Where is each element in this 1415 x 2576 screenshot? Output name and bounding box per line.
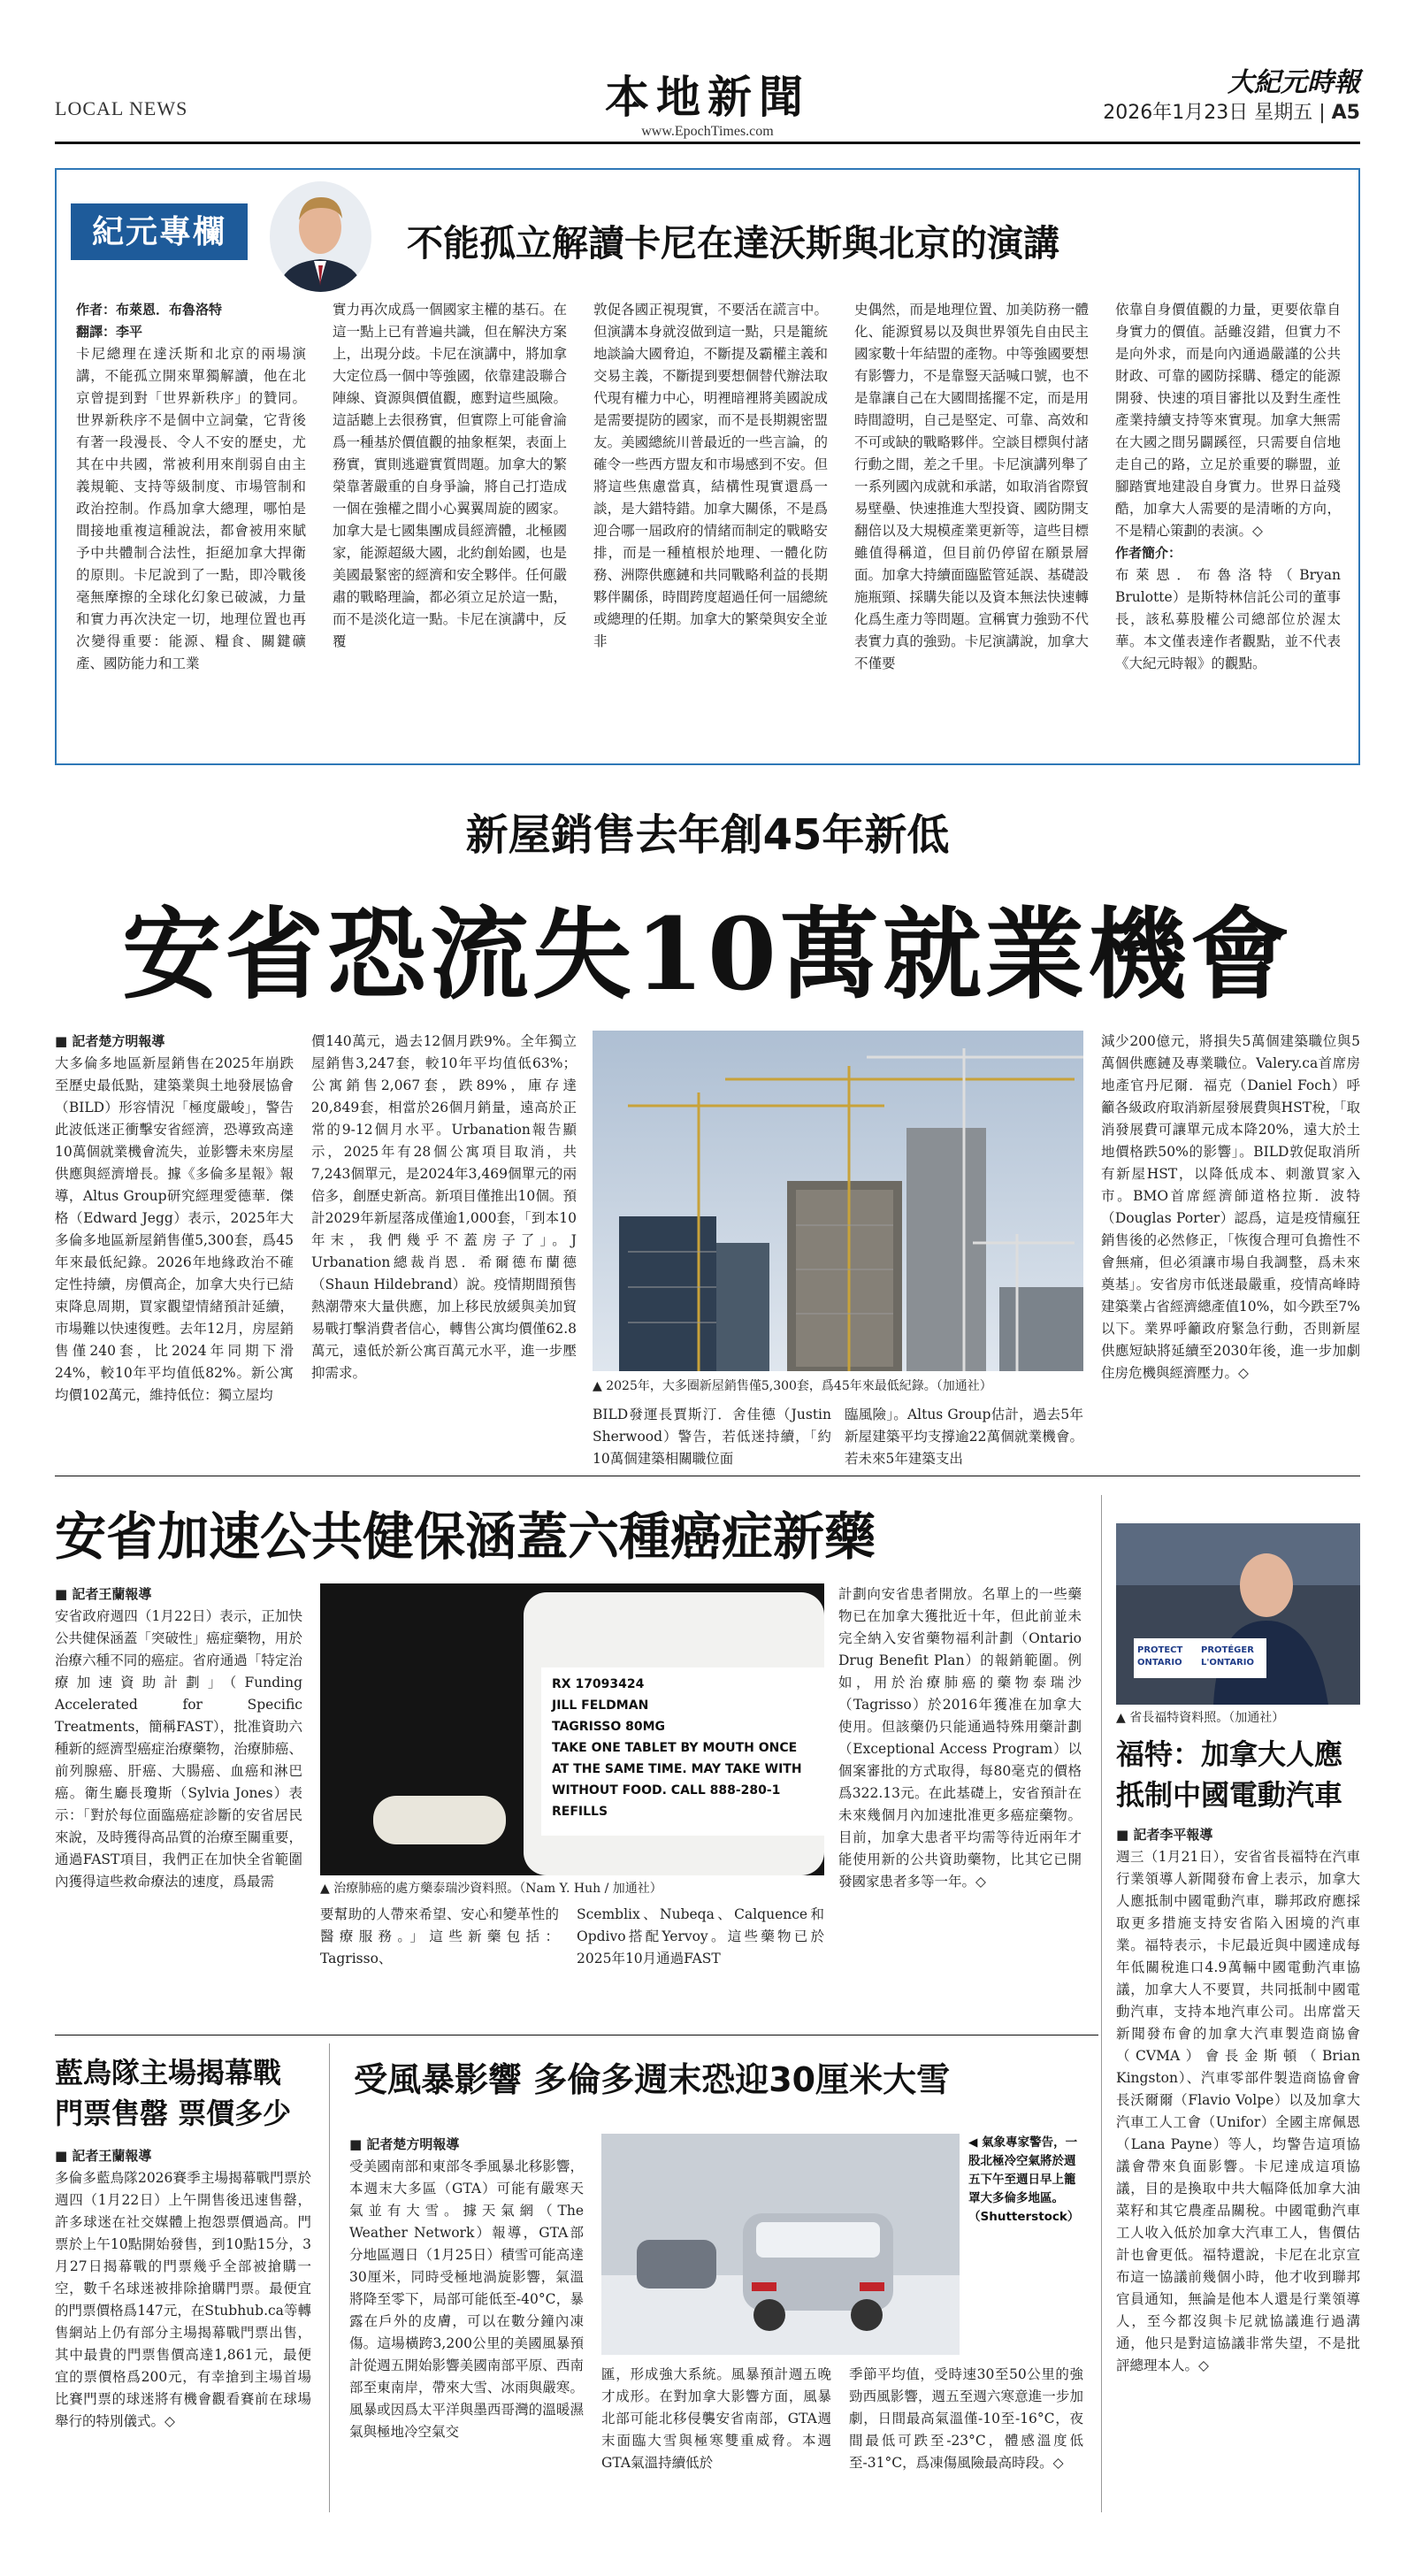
cancer-text-3: Scemblix、Nubeqa、Calquence和Opdivo搭配Yervoy。這些藥物已於2025年10月通過FAST	[577, 1906, 824, 1966]
bio-label: 作者簡介：	[1115, 545, 1182, 561]
date-separator: |	[1319, 102, 1332, 124]
ford-headline	[1116, 1734, 1360, 1815]
label-line: AT THE SAME TIME. MAY TAKE WITH	[552, 1762, 802, 1776]
section-title: 本地新聞	[605, 71, 810, 123]
leafs-headline	[55, 2052, 320, 2134]
issue-date	[1103, 97, 1360, 125]
construction-photo	[593, 1031, 1083, 1371]
construction-caption: ▲ 2025年，大多圈新屋銷售僅5,300套，爲45年來最低紀錄。（加通社）	[593, 1379, 992, 1393]
storm-paragraph: 受美國南部和東部冬季風暴北移影響，本週末大多區（GTA）可能有嚴寒天氣並有大雪。據天氣網（The Weather Network）報導，GTA部分地區週日（1月25日）積雪可能高達30厘米，同時受極地渦旋影響，氣溫將降至零下，局部可能低至-40°C，暴露在戶外的皮膚，可以在數分鐘內凍傷。這場橫跨3,200公里的美國風暴預計從週五開始影響美國南部平原、西南部至東南岸，帶來大雪、冰雨與嚴寒。風暴或因爲太平洋與墨西哥灣的溫暖濕氣與極地冷空氣交	[349, 2158, 584, 2440]
housing-headline: 安省恐流失10萬就業機會	[122, 897, 1293, 1013]
ford-headline-line2: 抵制中國電動汽車	[1116, 1778, 1343, 1812]
label-line: REFILLS	[552, 1805, 608, 1819]
storm-text-3: 季節平均值，受時速30至50公里的強勁西風影響，週五至週六寒意進一步加劇，日間最高氣溫僅-10至-16°C，夜間最低可跌至-23°C，體感溫度低至-31°C，爲凍傷風險最高時段。◇	[849, 2366, 1083, 2471]
column-text-5	[1115, 299, 1341, 675]
premier-image	[1116, 1523, 1360, 1705]
column-text-2: 實力再次成爲一個國家主權的基石。在這一點上已有普遍共識，但在解決方案上，出現分歧。卡尼在演講中，將加拿大定位爲一個中等強國，依靠建設聯合陣線、資源與價值觀，應對這些風險。這話聽上去很務實，但實際上可能會淪爲一種基於價值觀的抽象框架，表面上務實，實則逃避實質問題。加拿大的繁榮靠著嚴重的自身爭論，將自己打造成一個在強權之間小心翼翼周旋的國家。加拿大是七國集團成員經濟體，北極國家，能源超級大國，北約創始國，也是美國最緊密的經濟和安全夥伴。任何嚴肅的戰略理論，都必須立足於這一點，而不是淡化這一點。卡尼在演講中，反覆	[333, 302, 567, 649]
medicine-photo	[320, 1583, 824, 1875]
bottle-label	[552, 1674, 817, 1822]
label-line: JILL FELDMAN	[552, 1698, 649, 1713]
site-url[interactable]: www.EpochTimes.com	[641, 124, 774, 139]
lower-divider	[55, 2035, 1098, 2036]
snow-photo	[601, 2134, 960, 2355]
label-line: WITHOUT FOOD. CALL 888-280-1	[552, 1783, 781, 1798]
leafs-divider	[329, 2043, 330, 2512]
medicine-caption: ▲ 治療肺癌的處方藥泰瑞沙資料照。（Nam Y. Huh / 加通社）	[320, 1882, 662, 1896]
column-paragraph-last: 依靠自身價值觀的力量，更要依靠自身實力的價值。話雖沒錯，但實力不是向外求，而是向內通過嚴謹的公共財政、可靠的國防採購、穩定的能源開發、快速的項目審批以及對生產性產業持續支持等來實現。加拿大無需在大國之間另闢蹊徑，只需要自信地走自己的路，立足於重要的聯盟，並腳踏實地建設自身實力。世界日益殘酷，加拿大人需要的是清晰的方向，不是精心策劃的表演。◇	[1115, 302, 1341, 539]
label-line: TAKE ONE TABLET BY MOUTH ONCE	[552, 1741, 798, 1755]
column-text-3: 敦促各國正視現實，不要活在謊言中。但演講本身就沒做到這一點，只是籠統地談論大國脅迫，不斷提及霸權主義和交易主義，不斷提到要想個替代辦法取代現有權力中心，明裡暗裡將美國說成是需要提防的國家，而不是長期親密盟友。美國總統川普最近的一些言論，的確令一些西方盟友和市場感到不安。但將這些焦慮當真，結構性現實還爲一談，是大錯特錯。加拿大關係，不是爲迎合哪一屆政府的情緒而制定的戰略安排，而是一種植根於地理、一體化防務、洲際供應鏈和共同戰略利益的長期夥伴關係，時間跨度超過任何一屆總統或總理的任期。加拿大的繁榮與安全並非	[593, 302, 828, 649]
cancer-text-2: 要幫助的人帶來希望、安心和變革性的醫療服務。」這些新藥包括：Tagrisso、	[320, 1906, 559, 1966]
cancer-paragraph: 安省政府週四（1月22日）表示，正加快公共健保涵蓋「突破性」癌症藥物，用於治療六種不同的癌症。省府通過「特定治療加速資助計劃」（Funding Accelerated for Specific Treatments，簡稱FAST），批准資助六種新的經濟型癌症治療藥物，治療肺癌、前列腺癌、肝癌、大腸癌、血癌和淋巴癌。衛生廳長瓊斯（Sylvia Jones）表示：「對於每位面臨癌症診斷的安省居民來說，及時獲得高品質的治療至關重要，通過FAST項目，我們正在加快全省範圍內獲得這些救命療法的速度，爲最需	[55, 1608, 302, 1890]
cancer-reporter: ■ 記者王蘭報導	[55, 1586, 152, 1602]
ford-headline-line1: 福特：加拿大人應	[1116, 1737, 1343, 1771]
column-paragraph: 卡尼總理在達沃斯和北京的兩場演講，不能孤立開來單獨解讀，他在北京曾提到對「世界新秩序」的贊同。世界新秩序不是個中立詞彙，它背後有著一段漫長、令人不安的歷史，尤其在中共國，常被利用來削弱自由主義規範、支持等級制度、市場管制和政治控制。作爲加拿大總理，哪怕是間接地重複這種說法，都會被用來賦予中共體制合法性，拒絕加拿大捍衛的原則。卡尼說到了一點，即冷戰後毫無摩擦的全球化幻象已破滅，力量和實力再次決定一切，地理位置也再次變得重要：能源、糧食、關鍵礦產、國防能力和工業	[76, 346, 306, 671]
leafs-paragraph: 多倫多藍鳥隊2026賽季主場揭幕戰門票於週四（1月22日）上午開售後迅速售罄，許多球迷在社交媒體上抱怨票價過高。門票於上午10點開始發售，到10點15分，3月27日揭幕戰的門票幾乎全部被搶購一空，數千名球迷被排除搶購門票。最便宜的門票價格爲147元，在Stubhub.ca等轉售網站上仍有部分主場揭幕戰門票出售，其中最貴的門票售價高達1,861元，最便宜的票價格爲200元，有幸搶到主場首場比賽門票的球迷將有機會觀看賽前在球場舉行的特別儀式。◇	[55, 2170, 311, 2429]
sign-left: PROTECT ONTARIO	[1137, 1645, 1183, 1668]
cranes-image	[593, 1031, 1083, 1371]
page-number: A5	[1331, 102, 1360, 124]
leafs-reporter: ■ 記者王蘭報導	[55, 2148, 152, 2164]
masthead-rule	[55, 142, 1360, 144]
author-portrait	[270, 181, 371, 292]
housing-text-4: 減少200億元，將損失5萬個建築職位與5萬個供應鏈及專業職位。Valery.ca首席房地產官丹尼爾．福克（Daniel Foch）呼籲各級政府取消新屋發展費與HST稅，「取消發展費可讓單元成本降20%，遠大於土地價格跌50%的影響」。BILD敦促取消所有新屋HST，以降低成本、刺激買家入市。BMO首席經濟師道格拉斯．波特（Douglas Porter）認爲，這是疫情瘋狂銷售後的必然修正，「恢復合理可負擔性不會無痛，但必須讓市場自我調整，爲未來奠基」。安省房市低迷最嚴重，疫情高峰時建築業占省經濟總產值10%，如今跌至7%以下。業界呼籲政府緊急行動，否則新屋供應短缺將延續至2030年後，進一步加劇住房危機與經濟壓力。◇	[1101, 1033, 1360, 1381]
ford-photo	[1116, 1523, 1360, 1705]
housing-text-3b: 臨風險」。Altus Group估計，過去5年新屋建築平均支撐逾22萬個就業機會。若未來5年建築支出	[845, 1407, 1083, 1467]
cancer-headline: 安省加速公共健保涵蓋六種癌症新藥	[55, 1506, 876, 1567]
cancer-text-4: 計劃向安省患者開放。名單上的一些藥物已在加拿大獲批近十年，但此前並未完全納入安省藥物福利計劃（Ontario Drug Benefit Plan）的報銷範圍。例如，用於治療肺癌的藥物泰瑞沙（Tagrisso）於2016年獲准在加拿大使用。但該藥仍只能通過特殊用藥計劃（Exceptional Access Program）以個案審批的方式取得，每80毫克的價格爲322.13元。在此基礎上，安省預計在未來幾個月內加速批准更多癌症藥物。目前，加拿大患者平均需等待近兩年才能使用新的公共資助藥物，比其它已開發國家患者多等一年。◇	[838, 1586, 1082, 1890]
cancer-text-1	[55, 1583, 302, 1893]
leafs-headline-line1: 藍鳥隊主場揭幕戰	[55, 2056, 282, 2089]
author-line: 作者：布萊恩．布魯洛特	[76, 302, 223, 318]
portrait-image	[270, 181, 371, 292]
snow-traffic-image	[601, 2134, 960, 2355]
right-column-divider	[1101, 1495, 1102, 2512]
housing-text-2: 價140萬元，過去12個月跌9%。全年獨立屋銷售3,247套，較10年平均值低63%；公寓銷售2,067套，跌89%，庫存達20,849套，相當於26個月銷量，遠高於正常的9-12個月水平。Urbanation報告顯示，2025年有28個公寓項目取消，共7,243個單元，是2024年3,469個單元的兩倍多，創歷史新高。新項目僅推出10個。預計2029年新屋落成僅逾1,000套，「到本10年末，我們幾乎不蓋房子了」。J Urbanation總裁肖恩．希爾德布蘭德（Shaun Hildebrand）說。疫情期間預售熱潮帶來大量供應，加上移民放緩與美加貿易戰打擊消費者信心，轉售公寓均價僅62.8萬元，遠低於新公寓百萬元水平，進一步壓抑需求。	[311, 1033, 577, 1381]
housing-kicker: 新屋銷售去年創45年新低	[465, 810, 950, 860]
housing-text-3a: BILD發運長賈斯汀．舍佳德（Justin Sherwood）警告，若低迷持續，「約10萬個建築相關職位面	[593, 1407, 831, 1467]
snow-caption: ◀ 氣象專家警告，一股北極冷空氣將於週五下午至週日早上籠罩大多倫多地區。（Shutterstock）	[968, 2135, 1080, 2224]
column-text-4: 史偶然，而是地理位置、加美防務一體化、能源貿易以及與世界領先自由民主國家數十年結盟的產物。中等強國要想有影響力，不是靠豎天話喊口號，也不是靠讓自己在大國間搖擺不定，而是用時間證明，自己是堅定、可靠、高效和不可或缺的戰略夥伴。空談目標與付諸行動之間，差之千里。卡尼演講列舉了一系列國內成就和承諾，如取消省際貿易壁壘、快速推進大型投資、國防開支翻倍以及大規模產業更新等，這些目標雖值得稱道，但目前仍停留在願景層面。加拿大持續面臨監管延誤、基礎設施瓶頸、採購失能以及資本無法快速轉化爲生產力等問題。宣稱實力強勁不代表實力真的強勁。卡尼演講說，加拿大不僅要	[854, 302, 1089, 671]
storm-reporter: ■ 記者楚方明報導	[349, 2136, 460, 2152]
housing-reporter: ■ 記者楚方明報導	[55, 1033, 165, 1049]
section-label-en: LOCAL NEWS	[55, 97, 188, 119]
brand-logo: 大紀元時報	[1228, 67, 1360, 98]
label-line: TAGRISSO 80MG	[552, 1720, 665, 1734]
author-bio: 布萊恩．布魯洛特（Bryan Brulotte）是斯特林信託公司的董事長，該私募股權公司總部位於渥太華。本文僅表達作者觀點，並不代表《大紀元時報》的觀點。	[1115, 567, 1341, 671]
column-text-1	[76, 299, 306, 675]
ford-paragraph: 週三（1月21日），安省省長福特在汽車行業領導人新聞發布會上表示，加拿大人應抵制中國電動汽車，聯邦政府應採取更多措施支持安省陷入困境的汽車業。福特表示，卡尼最近與中國達成每年低關稅進口4.9萬輛中國電動汽車協議，加拿大人不要買，共同抵制中國電動汽車，支持本地汽車公司。出席當天新聞發布會的加拿大汽車製造商協會（CVMA）會長金斯頓（Brian Kingston）、汽車零部件製造商協會會長沃爾爾（Flavio Volpe）以及加拿大汽車工人工會（Unifor）全國主席佩恩（Lana Payne）等人，均警告這項協議會帶來負面影響。卡尼達成這項協議，目的是換取中共大幅降低加拿大油菜籽和其它農產品關稅。中國電動汽車工人收入低於加拿大汽車工人，售價估計也會更低。福特還說，卡尼在北京宣布這一協議前幾個小時，他才收到聯邦官員通知，無論是他本人還是行業領導人，至今都沒與卡尼就協議進行過溝通，他只是對這協議非常失望，不是批評總理本人。◇	[1116, 1849, 1360, 2373]
leafs-text	[55, 2145, 311, 2433]
column-badge: 紀元專欄	[71, 203, 248, 260]
ford-caption: ▲ 省長福特資料照。（加通社）	[1116, 1711, 1285, 1725]
ford-text	[1116, 1824, 1360, 2377]
storm-text-1	[349, 2134, 584, 2443]
date-text: 2026年1月23日 星期五	[1103, 102, 1313, 124]
sign-right: PROTÉGER L'ONTARIO	[1201, 1645, 1255, 1668]
translator-line: 翻譯：李平	[76, 324, 143, 340]
leafs-headline-line2: 門票售罄 票價多少	[55, 2097, 292, 2130]
storm-text-2: 匯，形成強大系統。風暴預計週五晚才成形。在對加拿大影響方面，風暴北部可能北移侵襲安省南部，GTA週末面臨大雪與極寒雙重威脅。本週GTA氣溫持續低於	[601, 2366, 831, 2471]
housing-text-1	[55, 1031, 294, 1407]
housing-paragraph: 大多倫多地區新屋銷售在2025年崩跌至歷史最低點，建築業與土地發展協會（BILD）形容情況「極度嚴峻」，警告此波低迷正衝擊安省經濟，恐導致高達10萬個就業機會流失，並影響未來房屋供應與經濟增長。據《多倫多星報》報導，Altus Group研究經理愛德華．傑格（Edward Jegg）表示，2025年大多倫多地區新屋銷售僅5,300套，爲45年來最低紀錄。2026年地緣政治不確定性持續，房價高企，加拿大央行已結束降息周期，買家觀望情緒預計延續，市場難以快速復甦。去年12月，房屋銷售僅240套，比2024年同期下滑24%，較10年平均值低82%。新公寓均價102萬元，維持低位：獨立屋均	[55, 1055, 294, 1403]
ford-reporter: ■ 記者李平報導	[1116, 1827, 1213, 1843]
label-line: RX 17093424	[552, 1677, 645, 1691]
column-headline: 不能孤立解讀卡尼在達沃斯與北京的演講	[407, 222, 1059, 264]
storm-headline: 受風暴影響 多倫多週末恐迎30厘米大雪	[354, 2060, 951, 2099]
